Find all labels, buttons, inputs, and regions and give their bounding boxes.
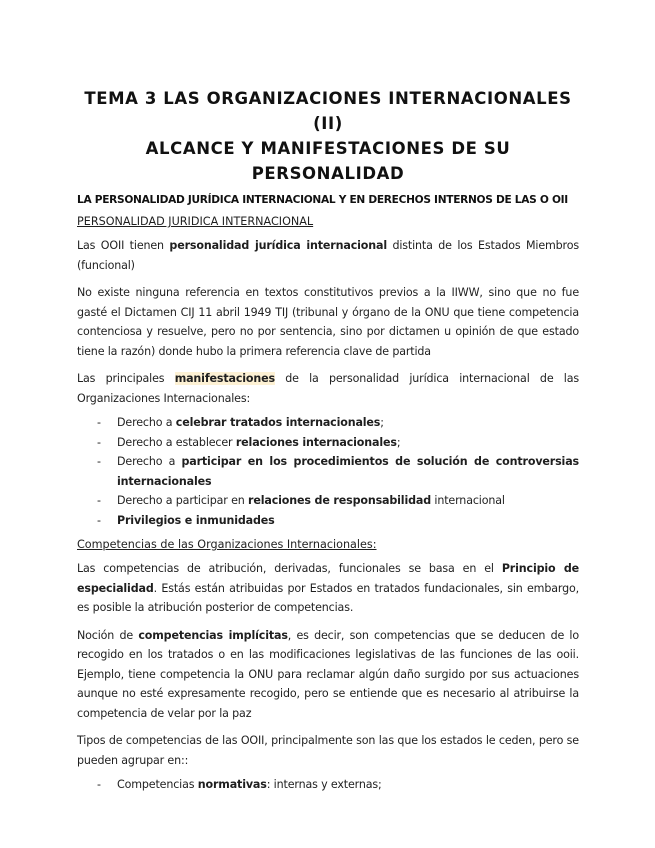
document-title-line-2: ALCANCE Y MANIFESTACIONES DE SU PERSONALIDAD: [145, 139, 511, 183]
list-item: - Derecho a establecer relaciones internacionales;: [97, 435, 401, 449]
paragraph-ooii-personalidad: Las OOII tienen personalidad jurídica internacional distinta de los Estados Miembros (funcional): [77, 239, 579, 272]
list-item: - Derecho a participar en los procedimientos de solución de controversias internacionales: [97, 455, 579, 488]
paragraph-manifestaciones: Las principales manifestaciones de la personalidad jurídica internacional de las Organizaciones Internacionales:: [77, 372, 580, 405]
paragraph-dictamen-cij: No existe ninguna referencia en textos constitutivos previos a la IIWW, sino que no fue gasté el Dictamen CIJ 11 abril 1949 TIJ (tribunal y órgano de la ONU que tiene competencia contenciosa y resuelve, pero no por sentencia, sino por dictamen u opinión de que estado tiene la razón) donde hubo la primera referencia clave de partida: [77, 286, 579, 358]
manifestaciones-list: [77, 413, 579, 530]
paragraph-tipos-competencias: Tipos de competencias de las OOII, principalmente son las que los estados le ceden, pero se pueden agrupar en::: [77, 734, 579, 767]
section-heading-personalidad: PERSONALIDAD JURIDICA INTERNACIONAL: [77, 215, 314, 228]
list-item: - Derecho a participar en relaciones de responsabilidad internacional: [97, 494, 505, 507]
list-item: - Derecho a celebrar tratados internacionales;: [97, 416, 384, 429]
highlighted-term: manifestaciones: [174, 372, 275, 385]
document-subtitle: LA PERSONALIDAD JURÍDICA INTERNACIONAL Y EN DERECHOS INTERNOS DE LAS O OII: [77, 194, 568, 206]
document-title-line-1: TEMA 3 LAS ORGANIZACIONES INTERNACIONALES (II): [84, 89, 572, 133]
tipos-competencias-list: [77, 775, 579, 795]
paragraph-atribucion: Las competencias de atribución, derivadas, funcionales se basa en el Principio de especialidad. Estás están atribuidas por Estados en tratados fundacionales, sin embargo, es posible la atribución posterior de competencias.: [77, 562, 579, 614]
list-item: - Privilegios e inmunidades: [97, 513, 275, 527]
list-item: - Competencias normativas: internas y externas;: [97, 778, 382, 791]
section-heading-competencias: Competencias de las Organizaciones Internacionales:: [77, 538, 377, 551]
paragraph-competencias-implicitas: Noción de competencias implícitas, es decir, son competencias que se deducen de lo recogido en los tratados o en las modificaciones legislativas de las funciones de las ooii. Ejemplo, tiene competencia la ONU para reclamar algún daño surgido por sus actuaciones aunque no esté expresamente recogido, pero se entiende que es necesario al atribuirse la competencia de velar por la paz: [77, 628, 579, 720]
